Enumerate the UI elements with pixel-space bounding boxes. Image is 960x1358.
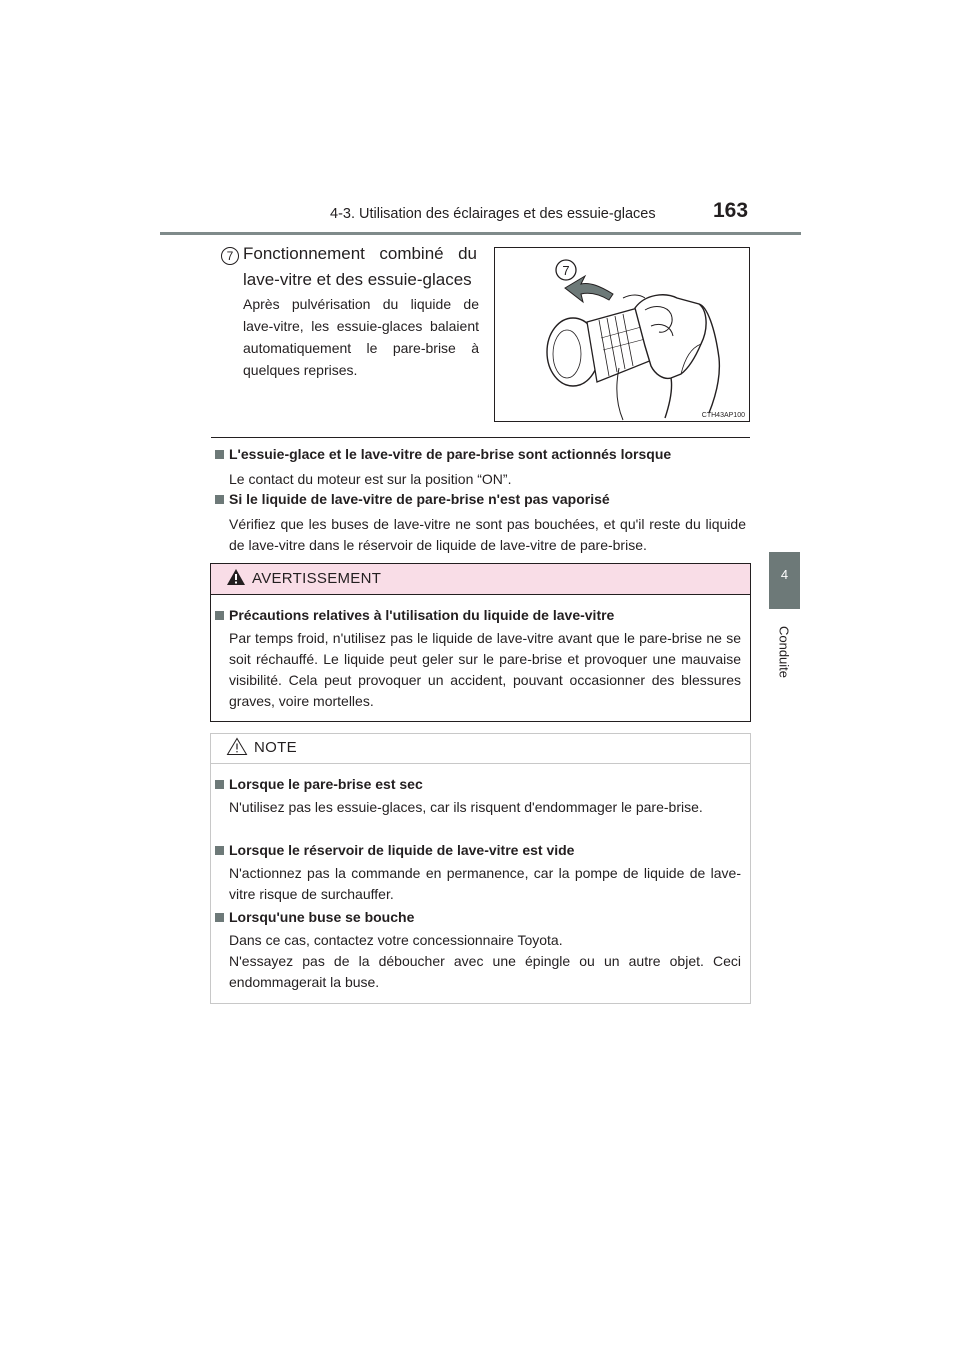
lever-hand-drawing (495, 248, 751, 423)
note-body-3 (229, 930, 741, 993)
note-heading-3 (215, 909, 414, 925)
note-body-line: N'utilisez pas les essuie-glaces, car ils risquent d'endommager le pare-brise. (229, 799, 703, 815)
warning-heading-text: Précautions relatives à l'utilisation du liquide de lave-vitre (229, 607, 615, 623)
info-heading-1-text: L'essuie-glace et le lave-vitre de pare-brise sont actionnés lorsque (229, 446, 672, 462)
callout-number: 7 (562, 263, 570, 278)
info-heading-2-text: Si le liquide de lave-vitre de pare-brise n'est pas vaporisé (229, 491, 610, 507)
bullet-square-icon (215, 846, 224, 855)
note-body-line: N'actionnez pas la commande en permanence, car la pompe de liquide de lave-vitre risque de surchauffer. (229, 865, 741, 902)
warning-title: AVERTISSEMENT (252, 570, 382, 587)
note-heading-3-text: Lorsqu'une buse se bouche (229, 909, 415, 925)
note-heading-2-text: Lorsque le réservoir de liquide de lave-vitre est vide (229, 842, 575, 858)
pull-arrow-icon (565, 276, 613, 302)
warning-body: Par temps froid, n'utilisez pas le liquide de lave-vitre avant que le pare-brise ne se soit réchauffé. Le liquide peut geler sur le pare-brise et provoquer une mauvaise visibilité. Cela peut provoquer un accident, pouvant occasionner des blessures graves, voire mortelles. (229, 630, 741, 709)
wiper-lever-illustration (494, 247, 750, 422)
caution-triangle-icon (226, 737, 248, 761)
running-header-section: 4-3. Utilisation des éclairages et des essuie-glaces (330, 206, 656, 222)
info-body-1: Le contact du moteur est sur la position “ON”. (229, 471, 512, 487)
bullet-square-icon (215, 495, 224, 504)
section-divider (211, 437, 750, 438)
page-number: 163 (713, 199, 749, 222)
note-body-1 (229, 797, 741, 818)
info-heading-1 (215, 446, 671, 462)
note-heading-1-text: Lorsque le pare-brise est sec (229, 776, 423, 792)
bullet-square-icon (215, 780, 224, 789)
bullet-square-icon (215, 450, 224, 459)
warning-heading (215, 607, 614, 623)
note-body-line: N'essayez pas de la déboucher avec une épingle ou un autre objet. Ceci endommagerait la buse. (229, 953, 741, 990)
bullet-square-icon (215, 611, 224, 620)
info-body-2: Vérifiez que les buses de lave-vitre ne sont pas bouchées, et qu'il reste du liquide de lave-vitre dans le réservoir de liquide de lave-vitre de pare-brise. (229, 516, 746, 553)
note-heading-1 (215, 776, 423, 792)
note-body-line: Dans ce cas, contactez votre concessionnaire Toyota. (229, 932, 563, 948)
note-title: NOTE (254, 739, 297, 756)
info-heading-2 (215, 491, 610, 507)
note-body-2 (229, 863, 741, 905)
bullet-square-icon (215, 913, 224, 922)
figure-code: CTH43AP100 (701, 412, 745, 419)
step-title: Fonctionnement combiné du lave-vitre et des essuie-glaces (243, 244, 477, 289)
step-number-badge: 7 (221, 247, 239, 265)
step-description: Après pulvérisation du liquide de lave-vitre, les essuie-glaces balaient automatiquement le pare-brise à quelques reprises. (243, 296, 479, 378)
hand (635, 295, 706, 379)
note-heading-2 (215, 842, 574, 858)
chapter-number: 4 (780, 567, 789, 582)
chapter-label (772, 622, 796, 682)
warning-triangle-icon (226, 568, 246, 591)
header-rule (160, 232, 801, 235)
chapter-label-text: Conduite (776, 625, 792, 679)
